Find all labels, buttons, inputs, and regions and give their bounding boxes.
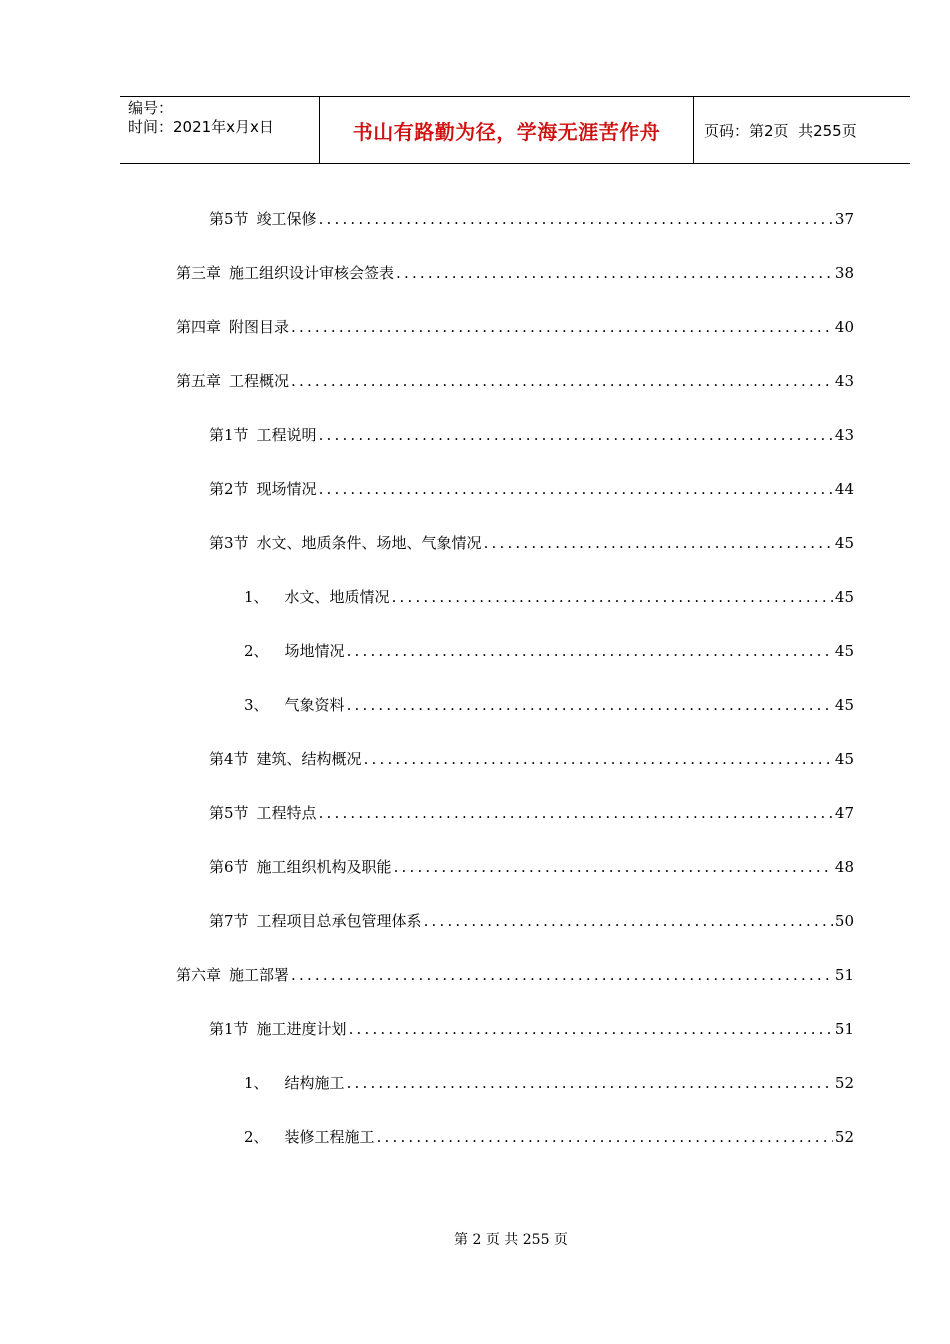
toc-entry-number: 第三章	[176, 264, 222, 282]
toc-entry[interactable]	[176, 963, 854, 987]
toc-entry-leader-dots	[291, 315, 833, 339]
toc-entry-page-number: 47	[834, 804, 854, 822]
header-motto: 书山有路勤为径，学海无涯苦作舟	[320, 97, 694, 163]
toc-entry-leader-dots	[396, 261, 833, 285]
toc-entry-page-number: 51	[834, 966, 854, 984]
toc-entry-number: 第6节	[209, 858, 249, 876]
header-page-info	[694, 97, 910, 163]
header-number-label: 编号：	[128, 99, 174, 117]
page-header	[120, 96, 910, 164]
toc-entry-page-number: 45	[834, 642, 854, 660]
toc-entry-title: 现场情况	[256, 480, 317, 498]
toc-entry-number: 2、	[244, 1128, 269, 1146]
toc-entry-title: 施工进度计划	[256, 1020, 347, 1038]
toc-entry[interactable]	[176, 315, 854, 339]
toc-entry[interactable]	[209, 531, 854, 555]
toc-entry-number: 第1节	[209, 1020, 249, 1038]
toc-entry[interactable]	[209, 909, 854, 933]
toc-entry[interactable]	[209, 801, 854, 825]
toc-entry-leader-dots	[394, 855, 833, 879]
toc-entry-title: 施工部署	[229, 966, 290, 984]
toc-entry[interactable]	[176, 369, 854, 393]
toc-entry[interactable]	[244, 1071, 854, 1095]
toc-entry-number: 第2节	[209, 480, 249, 498]
toc-entry-page-number: 43	[834, 372, 854, 390]
toc-entry[interactable]	[244, 639, 854, 663]
toc-entry-title: 竣工保修	[256, 210, 317, 228]
header-time-label: 时间：2021年x月x日	[128, 118, 274, 136]
toc-entry-page-number: 45	[834, 588, 854, 606]
toc-entry-number: 第3节	[209, 534, 249, 552]
toc-entry[interactable]	[176, 261, 854, 285]
toc-entry-title: 水文、地质情况	[284, 588, 390, 606]
toc-entry-leader-dots	[377, 1125, 833, 1149]
toc-entry-page-number: 45	[834, 534, 854, 552]
toc-entry[interactable]	[209, 855, 854, 879]
toc-entry-title: 工程特点	[256, 804, 317, 822]
toc-entry[interactable]	[209, 207, 854, 231]
toc-entry-page-number: 40	[834, 318, 854, 336]
toc-entry-leader-dots	[364, 747, 833, 771]
toc-entry-title: 施工组织机构及职能	[256, 858, 392, 876]
toc-entry-title: 工程说明	[256, 426, 317, 444]
toc-entry-page-number: 52	[834, 1074, 854, 1092]
toc-entry-number: 第四章	[176, 318, 222, 336]
toc-entry-leader-dots	[347, 693, 833, 717]
toc-entry-number: 3、	[244, 696, 269, 714]
toc-entry-leader-dots	[349, 1017, 833, 1041]
toc-entry[interactable]	[244, 1125, 854, 1149]
toc-entry-leader-dots	[291, 369, 833, 393]
toc-entry-title: 工程项目总承包管理体系	[256, 912, 422, 930]
toc-entry-number: 1、	[244, 588, 269, 606]
header-page-info-text: 页码：第2页 共255页	[704, 121, 857, 140]
toc-entry-leader-dots	[319, 423, 833, 447]
toc-entry-number: 第5节	[209, 804, 249, 822]
toc-entry-title: 水文、地质条件、场地、气象情况	[256, 534, 482, 552]
toc-entry-leader-dots	[319, 801, 833, 825]
toc-entry-page-number: 37	[834, 210, 854, 228]
toc-entry-number: 第5节	[209, 210, 249, 228]
toc-entry-leader-dots	[347, 1071, 833, 1095]
toc-entry-title: 装修工程施工	[284, 1128, 375, 1146]
toc-entry-page-number: 45	[834, 696, 854, 714]
toc-entry-title: 场地情况	[284, 642, 345, 660]
toc-entry[interactable]	[244, 693, 854, 717]
toc-entry-title: 施工组织设计审核会签表	[229, 264, 395, 282]
toc-entry-title: 结构施工	[284, 1074, 345, 1092]
toc-entry-title: 气象资料	[284, 696, 345, 714]
toc-entry-page-number: 38	[834, 264, 854, 282]
toc-entry-page-number: 51	[834, 1020, 854, 1038]
toc-entry[interactable]	[244, 585, 854, 609]
toc-entry-title: 工程概况	[229, 372, 290, 390]
toc-entry-leader-dots	[347, 639, 833, 663]
toc-entry-page-number: 48	[834, 858, 854, 876]
toc-entry-number: 第1节	[209, 426, 249, 444]
toc-entry-page-number: 45	[834, 750, 854, 768]
toc-entry-number: 第五章	[176, 372, 222, 390]
toc-entry-page-number: 52	[834, 1128, 854, 1146]
toc-entry-title: 建筑、结构概况	[256, 750, 362, 768]
toc-entry-leader-dots	[319, 207, 833, 231]
toc-entry-number: 第4节	[209, 750, 249, 768]
toc-entry[interactable]	[209, 477, 854, 501]
toc-entry[interactable]	[209, 747, 854, 771]
toc-entry-page-number: 50	[834, 912, 854, 930]
toc-entry-number: 2、	[244, 642, 269, 660]
toc-entry-number: 第六章	[176, 966, 222, 984]
toc-entry[interactable]	[209, 1017, 854, 1041]
toc-entry-number: 第7节	[209, 912, 249, 930]
page-footer: 第 2 页 共 255 页	[454, 1232, 568, 1248]
toc-entry-leader-dots	[424, 909, 833, 933]
toc-entry-number: 1、	[244, 1074, 269, 1092]
toc-entry-page-number: 43	[834, 426, 854, 444]
toc-entry-leader-dots	[484, 531, 833, 555]
header-meta	[120, 97, 320, 163]
toc-entry-leader-dots	[392, 585, 833, 609]
toc-entry-leader-dots	[319, 477, 833, 501]
toc-entry-leader-dots	[291, 963, 833, 987]
toc-entry[interactable]	[209, 423, 854, 447]
toc-entry-page-number: 44	[834, 480, 854, 498]
toc-entry-title: 附图目录	[229, 318, 290, 336]
